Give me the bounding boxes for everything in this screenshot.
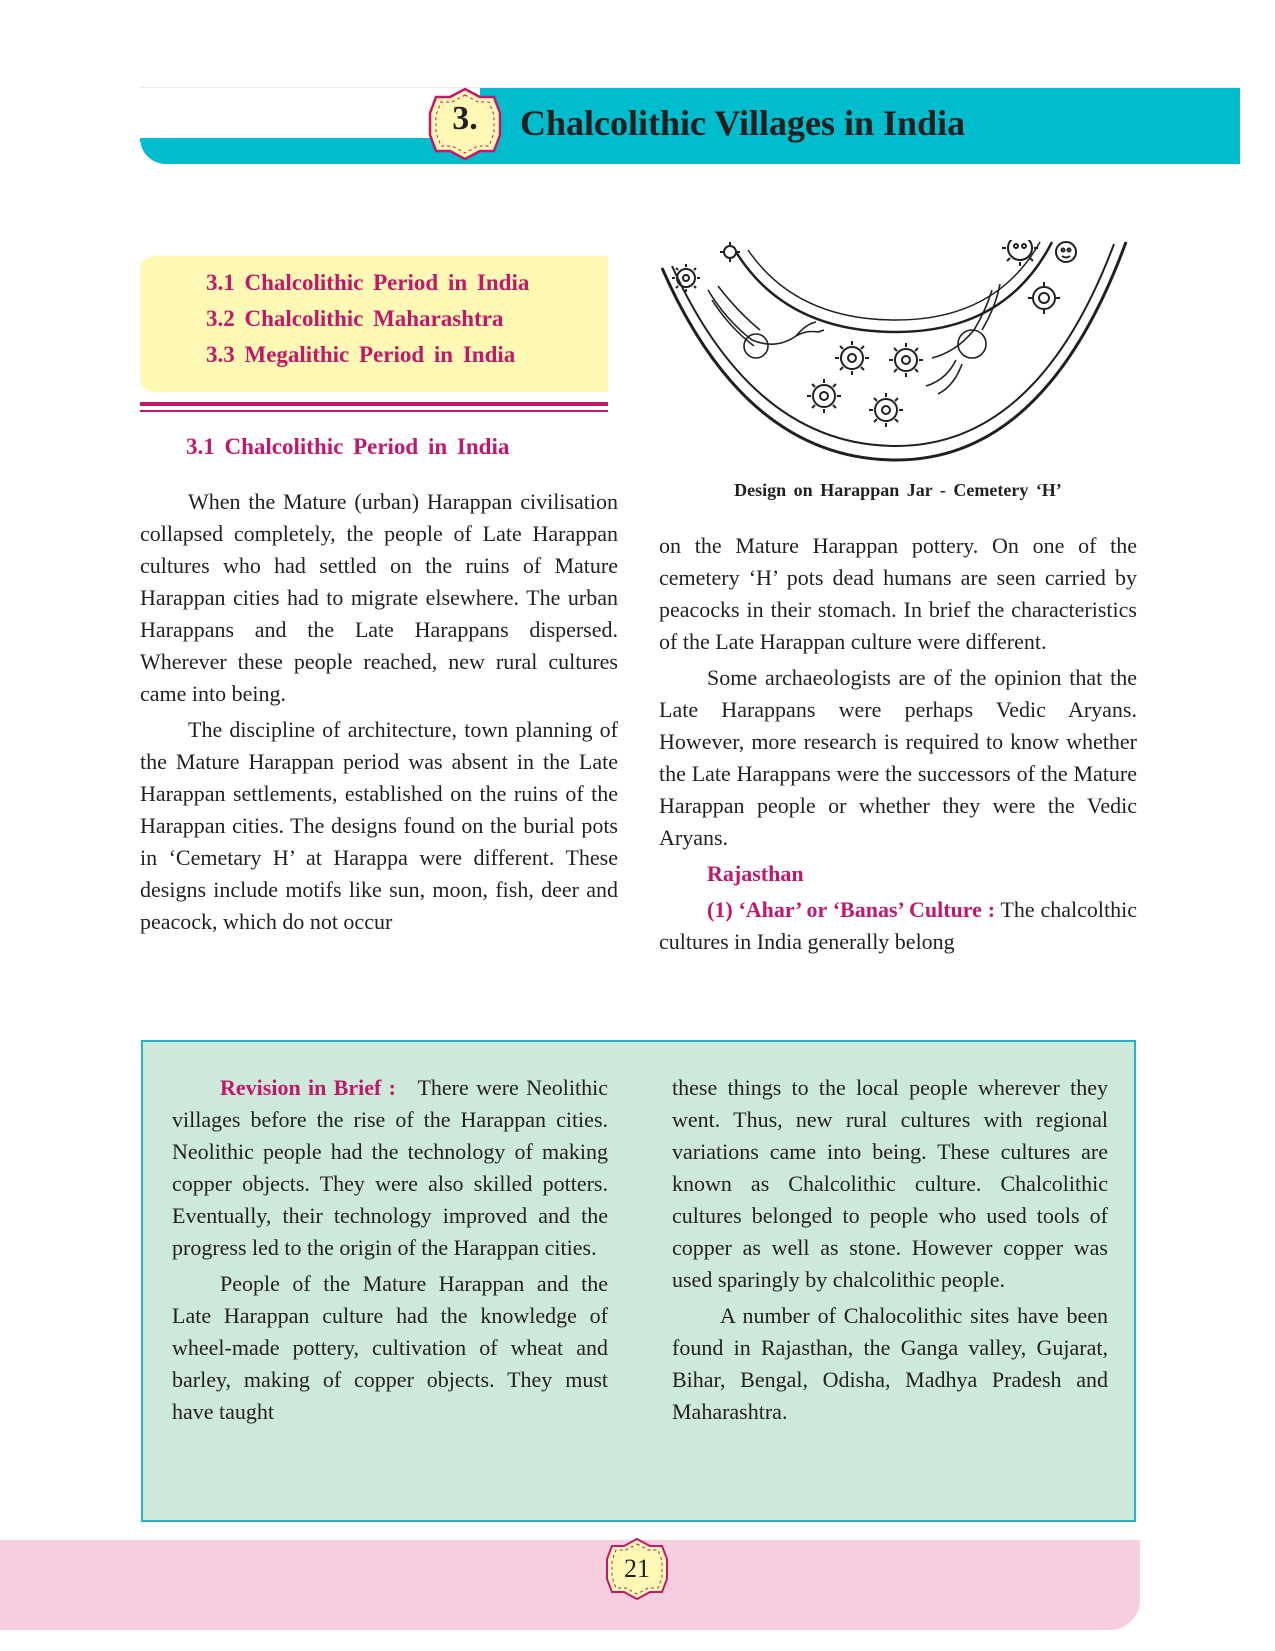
divider [140, 402, 608, 406]
section-heading: 3.1 Chalcolithic Period in India [186, 434, 510, 459]
paragraph: these things to the local people wherever they went. Thus, new rural cultures with regional variations came into being. These cultures are known as Chalcolithic culture. Chalcolithic cultures belonged to people who used tools of copper as well as stone. However copper was used sparingly by chalcolithic people. [672, 1075, 1108, 1292]
culture-text: The chalcolthic cultures in India generally belong [659, 897, 1137, 954]
chapter-title: Chalcolithic Villages in India [520, 103, 966, 143]
revision-label: Revision in Brief : [220, 1075, 396, 1100]
left-column [140, 486, 618, 942]
right-column [659, 530, 1137, 962]
revision-left-column [172, 1072, 608, 1432]
paragraph: People of the Mature Harappan and the Late Harappan culture had the knowledge of wheel-made pottery, cultivation of wheat and barley, making of copper objects. They must have taught [172, 1271, 608, 1424]
figure-caption: Design on Harappan Jar - Cemetery ‘H’ [734, 480, 1062, 500]
paragraph: A number of Chalocolithic sites have been found in Rajasthan, the Ganga valley, Gujarat, Bihar, Bengal, Odisha, Madhya Pradesh and Maharashtra. [672, 1303, 1108, 1424]
paragraph: The discipline of architecture, town planning of the Mature Harappan period was absent in the Late Harappan settlements, established on the ruins of the Harappan cities. The designs found on the burial pots in ‘Cemetary H’ at Harappa were different. These designs include motifs like sun, moon, fish, deer and peacock, which do not occur [140, 717, 618, 934]
paragraph: Some archaeologists are of the opinion that the Late Harappans were perhaps Vedic Aryans. However, more research is required to know whether the Late Harappans were the successors of the Mature Harappan people or whether they were the Vedic Aryans. [659, 665, 1137, 850]
footer-band [0, 1540, 1140, 1630]
paragraph: There were Neolithic villages before the rise of the Harappan cities. Neolithic people had the technology of making copper objects. They were also skilled potters. Eventually, their technology improved and the progress led to the origin of the Harappan cities. [172, 1075, 608, 1260]
toc-item: 3.1 Chalcolithic Period in India [206, 270, 530, 295]
culture-label: (1) ‘Ahar’ or ‘Banas’ Culture : [707, 897, 996, 922]
subheading-rajasthan: Rajasthan [707, 861, 804, 886]
harappan-jar-design-icon [656, 240, 1136, 470]
contents-box [140, 256, 608, 392]
revision-right-column [672, 1072, 1108, 1432]
paragraph: When the Mature (urban) Harappan civilisation collapsed completely, the people of Late Harappan cultures who had settled on the ruins of Mature Harappan cities had to migrate elsewhere. The urban Harappans and the Late Harappans dispersed. Wherever these people reached, new rural cultures came into being. [140, 489, 618, 706]
toc-item: 3.2 Chalcolithic Maharashtra [206, 306, 504, 331]
page-number: 21 [624, 1554, 650, 1583]
chapter-number: 3. [452, 100, 478, 137]
divider [140, 410, 608, 412]
paragraph: on the Mature Harappan pottery. On one of the cemetery ‘H’ pots dead humans are seen carried by peacocks in their stomach. In brief the characteristics of the Late Harappan culture were different. [659, 533, 1137, 654]
toc-item: 3.3 Megalithic Period in India [206, 342, 516, 367]
